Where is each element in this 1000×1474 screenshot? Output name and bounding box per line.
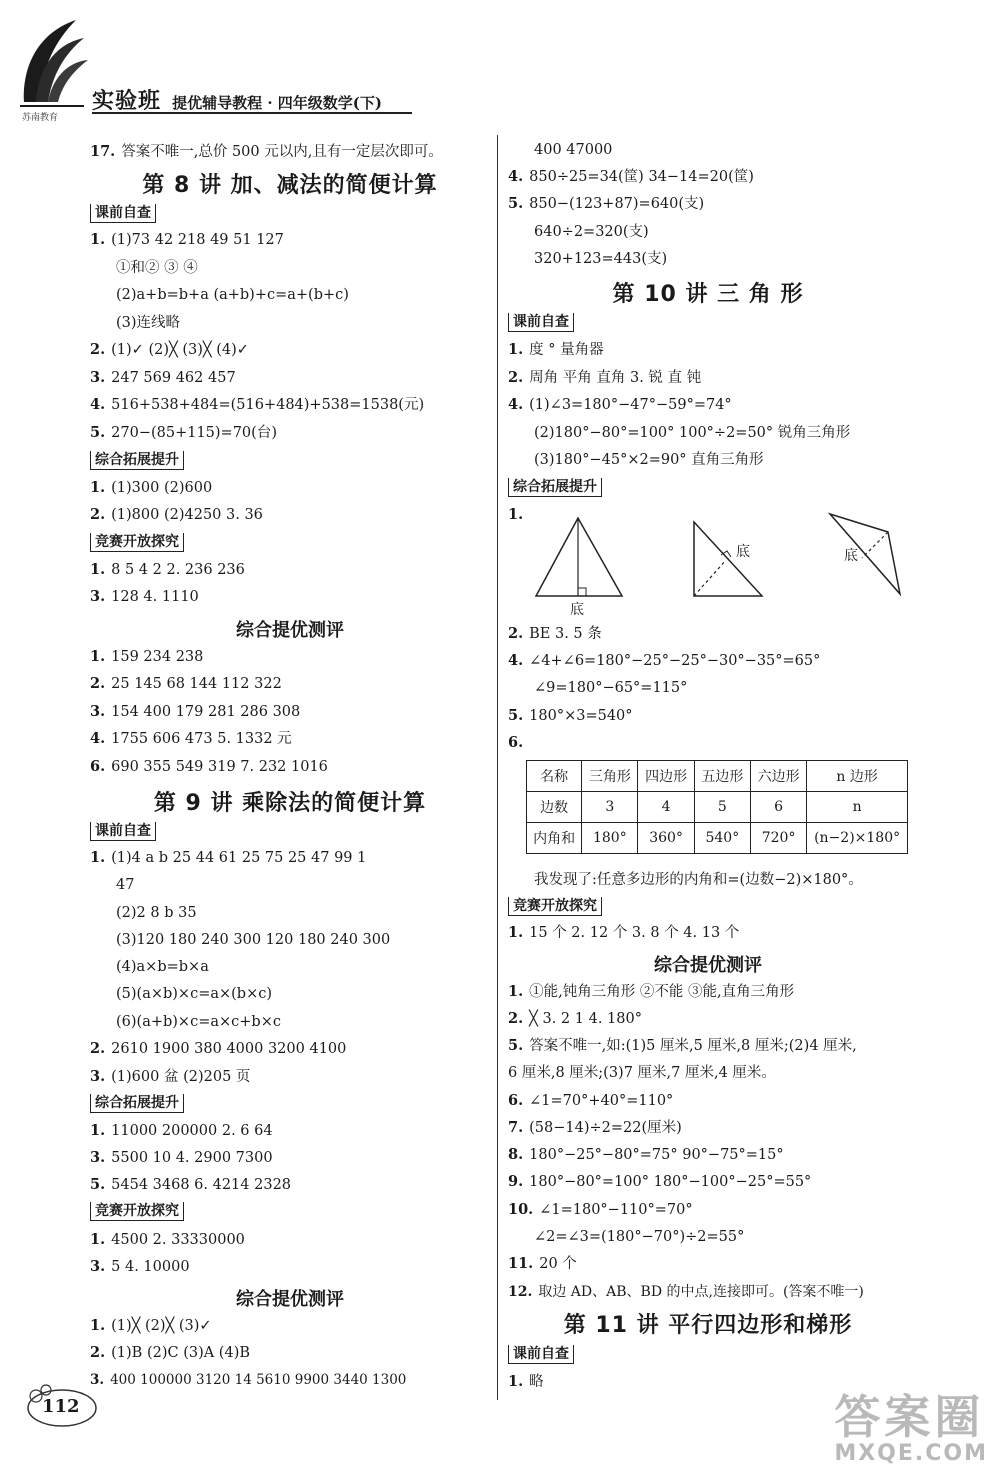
header — [18, 14, 438, 134]
answer-line: 1. 15 个 2. 12 个 3. 8 个 4. 13 个 — [508, 924, 740, 941]
answer-line: 4. 1755 606 473 5. 1332 元 — [90, 730, 292, 747]
answer-line: 2. ╳ 3. 2 1 4. 180° — [508, 1010, 642, 1027]
answer-line: 5. 5454 3468 6. 4214 2328 — [90, 1176, 292, 1193]
table-cell: 720° — [750, 823, 806, 854]
table-row — [527, 761, 908, 792]
answer-line: 12. 取边 AD、AB、BD 的中点,连接即可。(答案不唯一) — [508, 1284, 864, 1300]
answer-line: 2. 2610 1900 380 4000 3200 4100 — [90, 1040, 347, 1057]
answer-line: (3)连线略 — [116, 315, 181, 331]
table-cell: 6 — [750, 792, 806, 823]
lesson-heading: 第 8 讲 加、减法的简便计算 — [142, 173, 438, 198]
table-cell: 360° — [638, 823, 694, 854]
answer-line: 3. 5500 10 4. 2900 7300 — [90, 1149, 273, 1166]
section-tag: 综合拓展提升 — [90, 1094, 184, 1113]
answer-line: (3)120 180 240 300 120 180 240 300 — [116, 932, 391, 948]
answer-line: 6. 690 355 549 319 7. 232 1016 — [90, 758, 328, 775]
brand-name: 实验班 — [92, 88, 162, 114]
table-cell: 五边形 — [694, 761, 750, 792]
table-cell: 六边形 — [750, 761, 806, 792]
answer-line: 9. 180°−80°=100° 180°−100°−25°=55° — [508, 1173, 812, 1190]
answer-line: 1. (1)4 a b 25 44 61 25 75 25 47 99 1 — [90, 849, 367, 866]
answer-line: 3. 154 400 179 281 286 308 — [90, 703, 301, 720]
answer-line: 5. 850−(123+87)=640(支) — [508, 195, 705, 212]
answer-line: 1. (1)300 (2)600 — [90, 479, 213, 496]
table-cell: 180° — [582, 823, 638, 854]
section-tag: 课前自查 — [90, 822, 156, 841]
answer-line: 2. 周角 平角 直角 3. 锐 直 钝 — [508, 369, 702, 386]
section-tag: 综合拓展提升 — [508, 478, 602, 497]
answer-line: 1. — [508, 506, 524, 523]
svg-text:底: 底 — [736, 544, 750, 560]
subsection-heading: 综合提优测评 — [236, 620, 344, 641]
publisher-logo — [18, 14, 88, 124]
table-cell: 边数 — [527, 792, 582, 823]
answer-line: ∠2=∠3=(180°−70°)÷2=55° — [534, 1229, 745, 1245]
table-row — [527, 823, 908, 854]
book-subtitle: 提优辅导教程 · 四年级数学(下) — [172, 94, 382, 112]
answer-line: (3)180°−45°×2=90° 直角三角形 — [534, 452, 764, 468]
answer-line: 3. 5 4. 10000 — [90, 1258, 190, 1275]
book-title — [92, 84, 382, 115]
answer-line: ∠9=180°−65°=115° — [534, 680, 688, 696]
section-tag: 课前自查 — [508, 1345, 574, 1364]
answer-line: 5. 答案不唯一,如:(1)5 厘米,5 厘米,8 厘米;(2)4 厘米, — [508, 1037, 857, 1054]
answer-line: 2. (1)B (2)C (3)A (4)B — [90, 1344, 251, 1361]
table-cell: n 边形 — [807, 761, 908, 792]
answer-line: 2. (1)✓ (2)╳ (3)╳ (4)✓ — [90, 341, 249, 358]
svg-text:苏南教育: 苏南教育 — [22, 113, 59, 123]
table-cell: 三角形 — [582, 761, 638, 792]
section-tag: 课前自查 — [508, 313, 574, 332]
answer-line: 6. ∠1=70°+40°=110° — [508, 1092, 674, 1109]
answer-line: (2)2 8 b 35 — [116, 905, 197, 921]
answer-line: ①和② ③ ④ — [116, 260, 198, 276]
table-row — [527, 792, 908, 823]
page-number: 112 — [42, 1396, 80, 1417]
watermark-url: MXQE.COM — [834, 1441, 988, 1466]
answer-line: (2)a+b=b+a (a+b)+c=a+(b+c) — [116, 287, 349, 303]
answer-line: 3. 128 4. 1110 — [90, 588, 199, 605]
answer-line: 47 — [116, 877, 135, 893]
answer-line: (4)a×b=b×a — [116, 959, 209, 975]
answer-line: 17. 答案不唯一,总价 500 元以内,且有一定层次即可。 — [90, 143, 443, 160]
table-cell: 4 — [638, 792, 694, 823]
answer-line: 6 厘米,8 厘米;(3)7 厘米,7 厘米,4 厘米。 — [508, 1065, 776, 1081]
column-divider — [497, 135, 498, 1400]
answer-line: 7. (58−14)÷2=22(厘米) — [508, 1119, 682, 1136]
answer-line: (6)(a+b)×c=a×c+b×c — [116, 1014, 281, 1030]
answer-line: 6. — [508, 734, 524, 751]
watermark — [834, 1390, 988, 1466]
answer-line: 11. 20 个 — [508, 1255, 577, 1272]
table-cell: 名称 — [527, 761, 582, 792]
answer-line: 1. ①能,钝角三角形 ②不能 ③能,直角三角形 — [508, 983, 795, 1000]
section-tag: 竞赛开放探究 — [90, 533, 184, 552]
answer-line: 1. (1)╳ (2)╳ (3)✓ — [90, 1317, 212, 1334]
answer-line: 4. (1)∠3=180°−47°−59°=74° — [508, 396, 732, 413]
table-cell: 内角和 — [527, 823, 582, 854]
answer-line: 我发现了:任意多边形的内角和=(边数−2)×180°。 — [534, 872, 863, 888]
answer-line: 1. (1)73 42 218 49 51 127 — [90, 231, 284, 248]
watermark-title: 答案圈 — [834, 1390, 985, 1444]
table-cell: (n−2)×180° — [807, 823, 908, 854]
section-tag: 竞赛开放探究 — [508, 897, 602, 916]
table-cell: 3 — [582, 792, 638, 823]
answer-line: 3. (1)600 盆 (2)205 页 — [90, 1068, 251, 1085]
answer-line: 5. 270−(85+115)=70(台) — [90, 424, 277, 441]
answer-line: (5)(a×b)×c=a×(b×c) — [116, 986, 273, 1002]
svg-text:底: 底 — [570, 602, 584, 618]
answer-line: 1. 8 5 4 2 2. 236 236 — [90, 561, 245, 578]
answer-line: 10. ∠1=180°−110°=70° — [508, 1201, 693, 1218]
answer-line: 1. 11000 200000 2. 6 64 — [90, 1122, 273, 1139]
answer-line: 1. 略 — [508, 1373, 544, 1390]
subsection-heading: 综合提优测评 — [654, 955, 762, 976]
table-cell: 540° — [694, 823, 750, 854]
answer-line: 1. 度 ° 量角器 — [508, 341, 604, 358]
answer-line: (2)180°−80°=100° 100°÷2=50° 锐角三角形 — [534, 425, 851, 441]
answer-line: 400 47000 — [534, 142, 613, 158]
lesson-heading: 第 10 讲 三 角 形 — [612, 282, 804, 307]
svg-text:底: 底 — [844, 548, 858, 564]
answer-line: 8. 180°−25°−80°=75° 90°−75°=15° — [508, 1146, 784, 1163]
table-cell: 5 — [694, 792, 750, 823]
answer-line: 640÷2=320(支) — [534, 224, 649, 240]
answer-line: 3. 400 100000 3120 14 5610 9900 3440 1300 — [90, 1372, 407, 1388]
lesson-heading: 第 11 讲 平行四边形和梯形 — [563, 1313, 853, 1338]
answer-line: 4. ∠4+∠6=180°−25°−25°−30°−35°=65° — [508, 652, 821, 669]
triangle-heights-figure — [518, 510, 908, 620]
answer-line: 2. 25 145 68 144 112 322 — [90, 675, 282, 692]
answer-line: 5. 180°×3=540° — [508, 707, 633, 724]
header-rule — [92, 112, 412, 114]
answer-line: 1. 4500 2. 33330000 — [90, 1231, 245, 1248]
answer-line: 2. BE 3. 5 条 — [508, 625, 602, 642]
lesson-heading: 第 9 讲 乘除法的简便计算 — [153, 791, 427, 816]
subsection-heading: 综合提优测评 — [236, 1289, 344, 1310]
answer-line: 3. 247 569 462 457 — [90, 369, 236, 386]
answer-line: 2. (1)800 (2)4250 3. 36 — [90, 506, 263, 523]
table-cell: n — [807, 792, 908, 823]
section-tag: 竞赛开放探究 — [90, 1202, 184, 1221]
polygon-angle-table — [526, 760, 908, 854]
answer-line: 4. 516+538+484=(516+484)+538=1538(元) — [90, 396, 425, 413]
section-tag: 课前自查 — [90, 204, 156, 223]
answer-line: 320+123=443(支) — [534, 251, 668, 267]
section-tag: 综合拓展提升 — [90, 451, 184, 470]
answer-line: 4. 850÷25=34(筐) 34−14=20(筐) — [508, 168, 754, 185]
answer-line: 1. 159 234 238 — [90, 648, 204, 665]
table-cell: 四边形 — [638, 761, 694, 792]
